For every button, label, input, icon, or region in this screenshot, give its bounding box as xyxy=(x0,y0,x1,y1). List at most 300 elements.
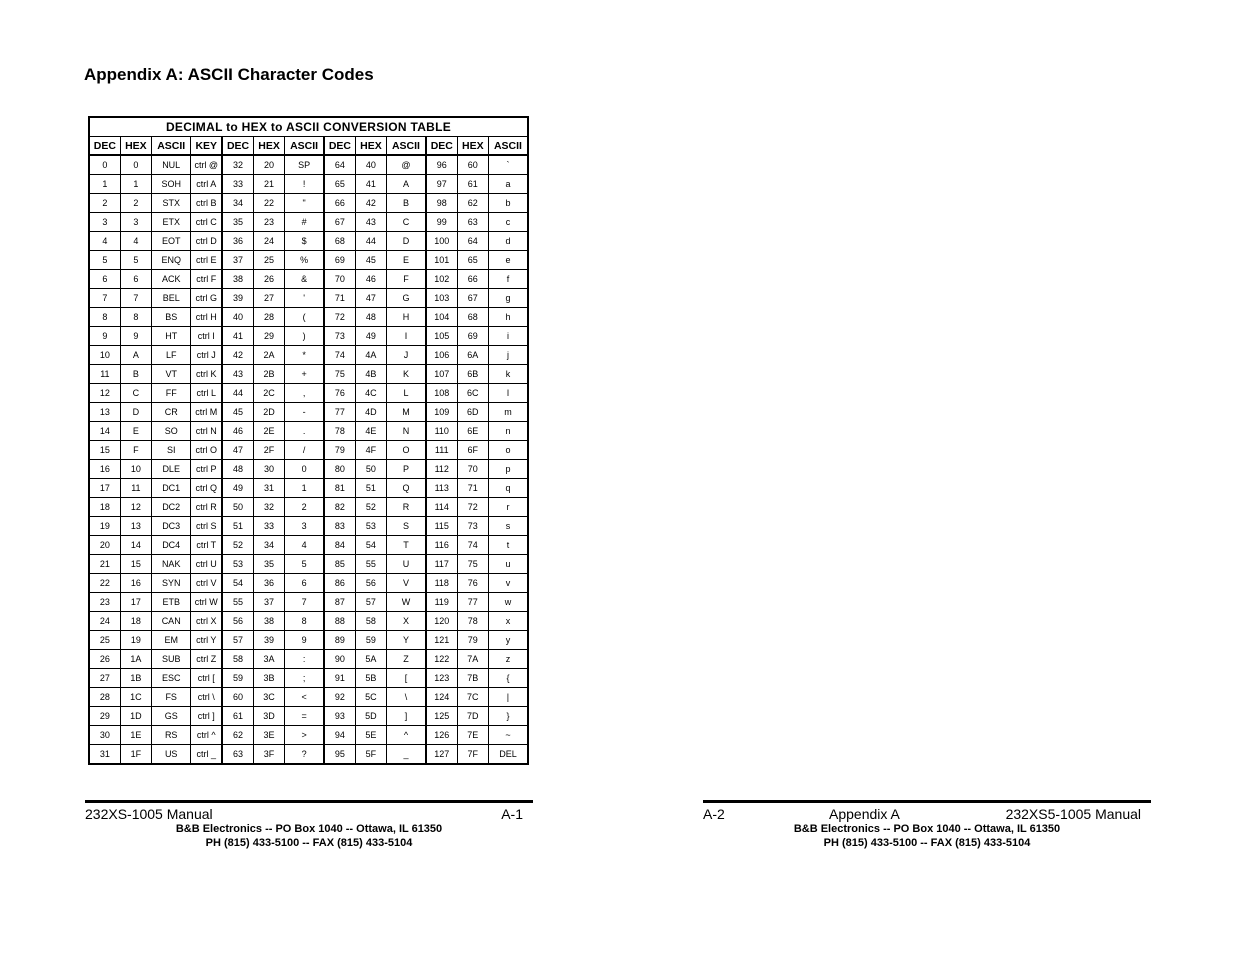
table-row xyxy=(89,289,528,308)
table-row xyxy=(89,384,528,403)
table-cell: 33 xyxy=(253,517,284,536)
table-cell: 24 xyxy=(253,232,284,251)
table-cell: 2A xyxy=(253,346,284,365)
table-cell: DC3 xyxy=(152,517,191,536)
table-cell: 3 xyxy=(120,213,151,232)
table-cell: c xyxy=(488,213,528,232)
table-cell: 1C xyxy=(120,688,151,707)
table-cell: 6E xyxy=(457,422,488,441)
table-cell: 2 xyxy=(89,194,120,213)
table-cell: 22 xyxy=(89,574,120,593)
table-cell: 30 xyxy=(253,460,284,479)
table-cell: h xyxy=(488,308,528,327)
table-cell: 111 xyxy=(426,441,457,460)
table-cell: 57 xyxy=(222,631,253,650)
table-cell: 13 xyxy=(120,517,151,536)
table-cell: 0 xyxy=(285,460,324,479)
table-cell: ctrl B xyxy=(191,194,222,213)
table-cell: 52 xyxy=(355,498,386,517)
table-cell: b xyxy=(488,194,528,213)
table-cell: 6B xyxy=(457,365,488,384)
table-cell: 68 xyxy=(324,232,355,251)
column-header: ASCII xyxy=(285,137,324,156)
table-cell: 126 xyxy=(426,726,457,745)
table-cell: 73 xyxy=(457,517,488,536)
table-cell: 124 xyxy=(426,688,457,707)
table-cell: 114 xyxy=(426,498,457,517)
table-cell: 90 xyxy=(324,650,355,669)
table-cell: 41 xyxy=(222,327,253,346)
table-cell: DC2 xyxy=(152,498,191,517)
table-cell: 101 xyxy=(426,251,457,270)
table-cell: 28 xyxy=(253,308,284,327)
address-line: B&B Electronics -- PO Box 1040 -- Ottawa, IL 61350 xyxy=(175,823,443,835)
table-cell: 106 xyxy=(426,346,457,365)
table-cell: ctrl N xyxy=(191,422,222,441)
table-cell: 2D xyxy=(253,403,284,422)
table-cell: HT xyxy=(152,327,191,346)
table-cell: 113 xyxy=(426,479,457,498)
table-cell: 7 xyxy=(89,289,120,308)
table-cell: 51 xyxy=(355,479,386,498)
table-cell: 64 xyxy=(457,232,488,251)
table-cell: 2B xyxy=(253,365,284,384)
column-header: DEC xyxy=(426,137,457,156)
table-cell: DEL xyxy=(488,745,528,765)
table-cell: 50 xyxy=(355,460,386,479)
table-cell: 73 xyxy=(324,327,355,346)
table-cell: 5E xyxy=(355,726,386,745)
table-cell: ; xyxy=(285,669,324,688)
table-cell: D xyxy=(120,403,151,422)
table-cell: LF xyxy=(152,346,191,365)
table-cell: 88 xyxy=(324,612,355,631)
table-cell: FF xyxy=(152,384,191,403)
table-cell: DC4 xyxy=(152,536,191,555)
table-cell: 53 xyxy=(222,555,253,574)
table-cell: d xyxy=(488,232,528,251)
table-cell: U xyxy=(387,555,426,574)
table-cell: p xyxy=(488,460,528,479)
table-cell: 12 xyxy=(120,498,151,517)
table-cell: 56 xyxy=(222,612,253,631)
table-cell: a xyxy=(488,175,528,194)
table-cell: 7E xyxy=(457,726,488,745)
table-row xyxy=(89,498,528,517)
table-cell: 27 xyxy=(89,669,120,688)
table-cell: W xyxy=(387,593,426,612)
table-cell: 5B xyxy=(355,669,386,688)
table-row xyxy=(89,669,528,688)
table-cell: < xyxy=(285,688,324,707)
table-cell: 41 xyxy=(355,175,386,194)
table-cell: EM xyxy=(152,631,191,650)
table-cell: ctrl @ xyxy=(191,155,222,175)
table-cell: 0 xyxy=(89,155,120,175)
table-cell: 63 xyxy=(457,213,488,232)
table-cell: M xyxy=(387,403,426,422)
table-cell: DC1 xyxy=(152,479,191,498)
table-cell: 38 xyxy=(253,612,284,631)
table-cell: 6 xyxy=(89,270,120,289)
table-cell: 58 xyxy=(222,650,253,669)
address-line: B&B Electronics -- PO Box 1040 -- Ottawa, IL 61350 xyxy=(793,823,1061,835)
table-cell: F xyxy=(387,270,426,289)
table-cell: 118 xyxy=(426,574,457,593)
table-cell: 62 xyxy=(222,726,253,745)
table-cell: q xyxy=(488,479,528,498)
table-cell: | xyxy=(488,688,528,707)
table-cell: 16 xyxy=(120,574,151,593)
table-cell: Y xyxy=(387,631,426,650)
table-cell: 6 xyxy=(285,574,324,593)
table-cell: 2F xyxy=(253,441,284,460)
table-cell: 2E xyxy=(253,422,284,441)
footer-left-line xyxy=(85,803,533,822)
table-cell: 4D xyxy=(355,403,386,422)
table-row xyxy=(89,270,528,289)
table-cell: 91 xyxy=(324,669,355,688)
table-cell: ctrl E xyxy=(191,251,222,270)
table-cell: 26 xyxy=(89,650,120,669)
table-cell: } xyxy=(488,707,528,726)
manual-name: 232XS5-1005 Manual xyxy=(1005,806,1141,822)
table-cell: # xyxy=(285,213,324,232)
table-row xyxy=(89,232,528,251)
table-row xyxy=(89,593,528,612)
table-cell: { xyxy=(488,669,528,688)
table-cell: 1E xyxy=(120,726,151,745)
table-header-row xyxy=(89,137,528,156)
table-cell: 26 xyxy=(253,270,284,289)
table-cell: 4E xyxy=(355,422,386,441)
table-cell: 55 xyxy=(222,593,253,612)
table-cell: N xyxy=(387,422,426,441)
table-cell: 39 xyxy=(253,631,284,650)
table-row xyxy=(89,365,528,384)
table-cell: m xyxy=(488,403,528,422)
table-cell: K xyxy=(387,365,426,384)
table-cell: ` xyxy=(488,155,528,175)
table-cell: 72 xyxy=(457,498,488,517)
table-cell: 13 xyxy=(89,403,120,422)
table-cell: 89 xyxy=(324,631,355,650)
table-cell: ctrl M xyxy=(191,403,222,422)
table-cell: 3D xyxy=(253,707,284,726)
manual-name: 232XS-1005 Manual xyxy=(85,806,213,822)
table-cell: 8 xyxy=(285,612,324,631)
table-cell: 67 xyxy=(324,213,355,232)
table-cell: 5 xyxy=(120,251,151,270)
table-cell: V xyxy=(387,574,426,593)
page-number: A-2 xyxy=(703,806,725,822)
table-cell: 5A xyxy=(355,650,386,669)
table-cell: 103 xyxy=(426,289,457,308)
table-cell: + xyxy=(285,365,324,384)
table-cell: 61 xyxy=(457,175,488,194)
table-cell: ETX xyxy=(152,213,191,232)
table-cell: RS xyxy=(152,726,191,745)
table-row xyxy=(89,631,528,650)
table-cell: 65 xyxy=(457,251,488,270)
table-cell: 97 xyxy=(426,175,457,194)
table-cell: 31 xyxy=(89,745,120,765)
table-cell: 36 xyxy=(222,232,253,251)
table-cell: 125 xyxy=(426,707,457,726)
table-cell: ctrl [ xyxy=(191,669,222,688)
table-cell: 45 xyxy=(355,251,386,270)
table-row xyxy=(89,707,528,726)
table-cell: 43 xyxy=(222,365,253,384)
table-cell: ctrl H xyxy=(191,308,222,327)
table-cell: g xyxy=(488,289,528,308)
table-cell: ctrl S xyxy=(191,517,222,536)
table-cell: 46 xyxy=(355,270,386,289)
table-cell: r xyxy=(488,498,528,517)
table-cell: 15 xyxy=(120,555,151,574)
column-header: DEC xyxy=(222,137,253,156)
table-cell: R xyxy=(387,498,426,517)
table-cell: B xyxy=(387,194,426,213)
table-cell: A xyxy=(387,175,426,194)
table-cell: 35 xyxy=(222,213,253,232)
table-cell: 19 xyxy=(89,517,120,536)
table-cell: 93 xyxy=(324,707,355,726)
table-cell: 104 xyxy=(426,308,457,327)
table-cell: 27 xyxy=(253,289,284,308)
table-cell: 71 xyxy=(324,289,355,308)
table-cell: 47 xyxy=(222,441,253,460)
table-cell: 6 xyxy=(120,270,151,289)
table-cell: ctrl I xyxy=(191,327,222,346)
table-row xyxy=(89,194,528,213)
table-cell: 50 xyxy=(222,498,253,517)
table-cell: 66 xyxy=(324,194,355,213)
table-cell: $ xyxy=(285,232,324,251)
table-cell: 5C xyxy=(355,688,386,707)
table-cell: 4 xyxy=(285,536,324,555)
table-row xyxy=(89,155,528,175)
table-row xyxy=(89,536,528,555)
table-cell: 8 xyxy=(89,308,120,327)
table-cell: 35 xyxy=(253,555,284,574)
table-cell: 20 xyxy=(253,155,284,175)
table-cell: ctrl L xyxy=(191,384,222,403)
table-cell: e xyxy=(488,251,528,270)
table-cell: E xyxy=(120,422,151,441)
table-cell: 2 xyxy=(120,194,151,213)
table-cell: C xyxy=(120,384,151,403)
table-cell: X xyxy=(387,612,426,631)
table-cell: 5 xyxy=(89,251,120,270)
table-cell: 46 xyxy=(222,422,253,441)
table-cell: 36 xyxy=(253,574,284,593)
table-cell: 22 xyxy=(253,194,284,213)
table-cell: 47 xyxy=(355,289,386,308)
table-cell: 34 xyxy=(222,194,253,213)
table-cell: NAK xyxy=(152,555,191,574)
table-cell: ctrl _ xyxy=(191,745,222,765)
table-cell: : xyxy=(285,650,324,669)
table-cell: f xyxy=(488,270,528,289)
table-cell: 92 xyxy=(324,688,355,707)
table-cell: 69 xyxy=(457,327,488,346)
table-cell: 109 xyxy=(426,403,457,422)
table-cell: 68 xyxy=(457,308,488,327)
table-cell: 5D xyxy=(355,707,386,726)
table-cell: 1 xyxy=(120,175,151,194)
table-cell: 48 xyxy=(355,308,386,327)
table-cell: ctrl Y xyxy=(191,631,222,650)
column-header: DEC xyxy=(89,137,120,156)
table-cell: 5 xyxy=(285,555,324,574)
table-cell: 83 xyxy=(324,517,355,536)
column-header: HEX xyxy=(253,137,284,156)
table-cell: 39 xyxy=(222,289,253,308)
table-row xyxy=(89,403,528,422)
table-cell: 7F xyxy=(457,745,488,765)
table-cell: 69 xyxy=(324,251,355,270)
table-cell: % xyxy=(285,251,324,270)
table-body xyxy=(89,155,528,764)
table-cell: 48 xyxy=(222,460,253,479)
table-cell: T xyxy=(387,536,426,555)
table-cell: ctrl A xyxy=(191,175,222,194)
table-cell: 30 xyxy=(89,726,120,745)
table-cell: L xyxy=(387,384,426,403)
table-cell: 7D xyxy=(457,707,488,726)
table-row xyxy=(89,517,528,536)
table-cell: SP xyxy=(285,155,324,175)
table-cell: 42 xyxy=(355,194,386,213)
table-cell: STX xyxy=(152,194,191,213)
table-cell: 96 xyxy=(426,155,457,175)
column-header: KEY xyxy=(191,137,222,156)
table-cell: O xyxy=(387,441,426,460)
table-cell: 70 xyxy=(324,270,355,289)
table-cell: 70 xyxy=(457,460,488,479)
table-cell: 117 xyxy=(426,555,457,574)
section-name: Appendix A xyxy=(829,806,900,822)
table-cell: 18 xyxy=(89,498,120,517)
table-cell: w xyxy=(488,593,528,612)
table-cell: 55 xyxy=(355,555,386,574)
table-cell: 16 xyxy=(89,460,120,479)
table-cell: 85 xyxy=(324,555,355,574)
table-cell: 31 xyxy=(253,479,284,498)
table-cell: ctrl C xyxy=(191,213,222,232)
table-cell: 1B xyxy=(120,669,151,688)
table-cell: 49 xyxy=(355,327,386,346)
table-cell: 75 xyxy=(457,555,488,574)
table-cell: ctrl R xyxy=(191,498,222,517)
table-cell: 62 xyxy=(457,194,488,213)
table-row xyxy=(89,688,528,707)
table-cell: 1 xyxy=(285,479,324,498)
table-cell: 87 xyxy=(324,593,355,612)
table-cell: 120 xyxy=(426,612,457,631)
table-cell: 5F xyxy=(355,745,386,765)
table-cell: = xyxy=(285,707,324,726)
table-row xyxy=(89,574,528,593)
table-cell: ctrl V xyxy=(191,574,222,593)
table-cell: 14 xyxy=(120,536,151,555)
footer-right-line xyxy=(703,803,1151,822)
table-cell: 121 xyxy=(426,631,457,650)
table-cell: - xyxy=(285,403,324,422)
table-cell: 122 xyxy=(426,650,457,669)
table-row xyxy=(89,555,528,574)
table-cell: 37 xyxy=(222,251,253,270)
table-cell: 3A xyxy=(253,650,284,669)
table-cell: 2 xyxy=(285,498,324,517)
table-cell: NUL xyxy=(152,155,191,175)
table-cell: 3E xyxy=(253,726,284,745)
table-cell: ctrl O xyxy=(191,441,222,460)
table-cell: 77 xyxy=(457,593,488,612)
table-cell: ctrl X xyxy=(191,612,222,631)
table-cell: 54 xyxy=(355,536,386,555)
table-cell: BS xyxy=(152,308,191,327)
table-cell: 40 xyxy=(222,308,253,327)
table-cell: 4 xyxy=(89,232,120,251)
column-header: ASCII xyxy=(387,137,426,156)
table-cell: D xyxy=(387,232,426,251)
table-cell: 23 xyxy=(89,593,120,612)
table-row xyxy=(89,213,528,232)
table-cell: B xyxy=(120,365,151,384)
table-cell: 28 xyxy=(89,688,120,707)
table-cell: u xyxy=(488,555,528,574)
table-cell: 40 xyxy=(355,155,386,175)
table-cell: CR xyxy=(152,403,191,422)
table-cell: ? xyxy=(285,745,324,765)
table-cell: ESC xyxy=(152,669,191,688)
table-cell: 17 xyxy=(120,593,151,612)
table-cell: 3 xyxy=(285,517,324,536)
table-cell: SI xyxy=(152,441,191,460)
table-cell: 72 xyxy=(324,308,355,327)
table-cell: 112 xyxy=(426,460,457,479)
table-cell: 24 xyxy=(89,612,120,631)
table-cell: 17 xyxy=(89,479,120,498)
table-cell: ctrl U xyxy=(191,555,222,574)
table-cell: 4A xyxy=(355,346,386,365)
table-cell: l xyxy=(488,384,528,403)
table-cell: 6A xyxy=(457,346,488,365)
table-cell: 67 xyxy=(457,289,488,308)
table-cell: ENQ xyxy=(152,251,191,270)
table-cell: ACK xyxy=(152,270,191,289)
table-row xyxy=(89,346,528,365)
table-cell: 9 xyxy=(285,631,324,650)
table-cell: 116 xyxy=(426,536,457,555)
table-cell: 7A xyxy=(457,650,488,669)
table-cell: 54 xyxy=(222,574,253,593)
table-cell: 42 xyxy=(222,346,253,365)
table-cell: n xyxy=(488,422,528,441)
table-cell: US xyxy=(152,745,191,765)
table-cell: 75 xyxy=(324,365,355,384)
table-cell: o xyxy=(488,441,528,460)
column-header: HEX xyxy=(355,137,386,156)
table-cell: 74 xyxy=(457,536,488,555)
table-cell: ctrl J xyxy=(191,346,222,365)
table-cell: * xyxy=(285,346,324,365)
table-cell: F xyxy=(120,441,151,460)
table-cell: 19 xyxy=(120,631,151,650)
table-cell: 12 xyxy=(89,384,120,403)
